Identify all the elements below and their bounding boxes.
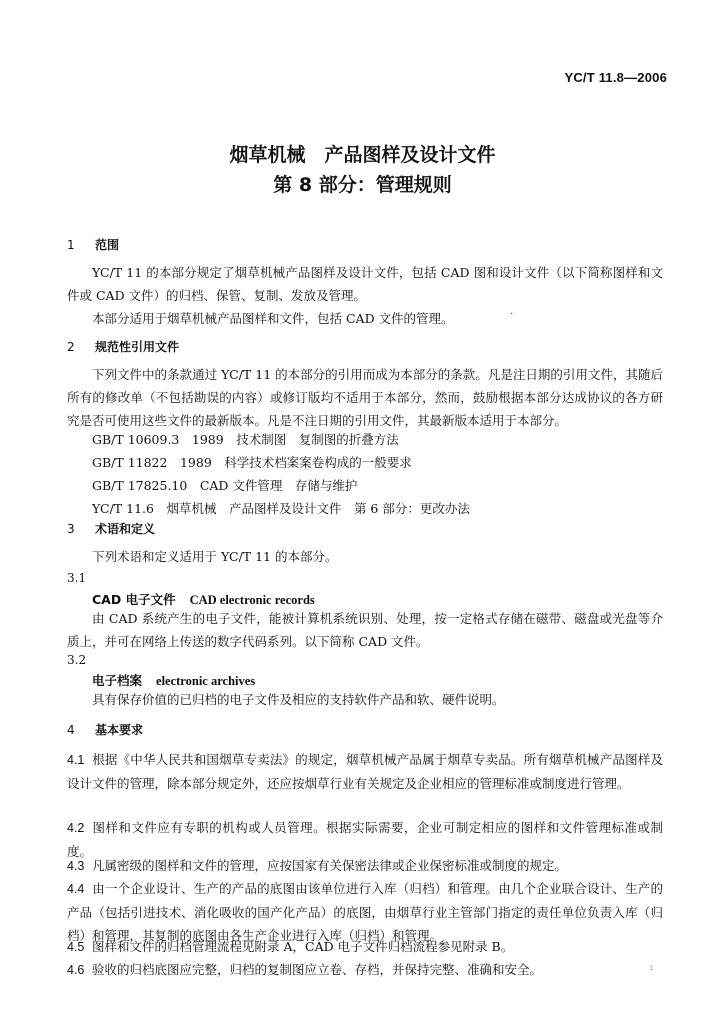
reference-item: GB/T 11822 1989 科学技术档案案卷构成的一般要求 xyxy=(92,455,412,470)
clause-number: 4.1 xyxy=(67,753,85,767)
clause-text: 凡属密级的图样和文件的管理，应按国家有关保密法律或企业保密标准或制度的规定。 xyxy=(92,858,568,873)
section-title: 术语和定义 xyxy=(95,522,156,536)
section-3-paragraph-1: 下列术语和定义适用于 YC/T 11 的本部分。 xyxy=(92,549,338,564)
section-title: 范围 xyxy=(95,238,120,252)
section-title: 规范性引用文件 xyxy=(95,340,180,354)
term-english: electronic archives xyxy=(156,674,256,688)
document-subtitle: 第 8 部分：管理规则 xyxy=(273,174,452,196)
standard-code: YC/T 11.8—2006 xyxy=(564,70,667,85)
term-english: CAD electronic records xyxy=(189,593,315,607)
term-number: 3.1 xyxy=(67,571,87,585)
reference-item: GB/T 10609.3 1989 技术制图 复制图的折叠方法 xyxy=(92,432,399,447)
section-1-paragraph-1: YC/T 11 的本部分规定了烟草机械产品图样及设计文件，包括 CAD 图和设计文件（以下简称图样和文件或 CAD 文件）的归档、保管、复制、发放及管理。 xyxy=(67,265,663,303)
reference-item: YC/T 11.6 烟草机械 产品图样及设计文件 第 6 部分：更改办法 xyxy=(92,501,470,516)
clause-number: 4.2 xyxy=(67,821,85,835)
reference-item: GB/T 17825.10 CAD 文件管理 存储与维护 xyxy=(92,478,358,493)
scan-mark: · xyxy=(510,309,514,320)
clause-text: 验收的归档底图应完整，归档的复制图应立卷、存档，并保持完整、准确和安全。 xyxy=(92,962,543,977)
section-number: 3 xyxy=(67,522,75,536)
section-number: 4 xyxy=(67,723,75,737)
clause-4-5 xyxy=(67,935,663,959)
section-4-heading xyxy=(67,721,143,738)
section-number: 2 xyxy=(67,340,75,354)
clause-text: 图样和文件应有专职的机构或人员管理。根据实际需要，企业可制定相应的图样和文件管理标准或制度。 xyxy=(67,820,663,859)
term-chinese: 电子档案 xyxy=(92,673,143,688)
term-definition: 具有保存价值的已归档的电子文件及相应的支持软件产品和软、硬件说明。 xyxy=(92,692,505,707)
section-2-paragraph-1: 下列文件中的条款通过 YC/T 11 的本部分的引用而成为本部分的条款。凡是注日期的引用文件，其随后所有的修改单（不包括勘误的内容）或修订版均不适用于本部分，然而，鼓励根据本部分达成协议的各方研究是否可使用这些文件的最新版本。凡是不注日期的引用文件，其最新版本适用于本部分。 xyxy=(67,367,663,428)
section-3-heading xyxy=(67,520,155,537)
term-number: 3.2 xyxy=(67,653,87,667)
clause-number: 4.4 xyxy=(67,882,85,896)
section-1-heading xyxy=(67,236,119,253)
section-title: 基本要求 xyxy=(95,723,144,737)
scan-mark: : xyxy=(649,962,653,973)
clause-text: 由一个企业设计、生产的产品的底图由该单位进行入库（归档）和管理。由几个企业联合设计、生产的产品（包括引进技术、消化吸收的国产化产品）的底图，由烟草行业主管部门指定的责任单位负责入库（归档）和管理，其复制的底图由各生产企业进行入库（归档）和管理。 xyxy=(67,881,663,943)
clause-4-1 xyxy=(67,748,663,795)
section-2-heading xyxy=(67,338,179,355)
clause-number: 4.5 xyxy=(67,940,85,954)
term-heading xyxy=(92,590,315,608)
term-definition: 由 CAD 系统产生的电子文件，能被计算机系统识别、处理，按一定格式存储在磁带、磁盘或光盘等介质上，并可在网络上传送的数字代码系列。以下简称 CAD 文件。 xyxy=(67,611,663,649)
section-1-paragraph-2: 本部分适用于烟草机械产品图样和文件，包括 CAD 文件的管理。 xyxy=(92,311,454,326)
term-heading xyxy=(92,671,255,689)
document-title: 烟草机械 产品图样及设计文件 xyxy=(229,144,496,166)
clause-number: 4.6 xyxy=(67,963,85,977)
clause-text: 根据《中华人民共和国烟草专卖法》的规定，烟草机械产品属于烟草专卖品。所有烟草机械产品图样及设计文件的管理，除本部分规定外，还应按烟草行业有关规定及企业相应的管理标准或制度进行管理。 xyxy=(67,752,663,791)
clause-4-3 xyxy=(67,854,663,878)
clause-4-6 xyxy=(67,958,663,982)
clause-text: 图样和文件的归档管理流程见附录 A，CAD 电子文件归档流程参见附录 B。 xyxy=(92,939,514,954)
term-chinese: CAD 电子文件 xyxy=(92,592,176,607)
clause-number: 4.3 xyxy=(67,859,85,873)
section-number: 1 xyxy=(67,238,75,252)
